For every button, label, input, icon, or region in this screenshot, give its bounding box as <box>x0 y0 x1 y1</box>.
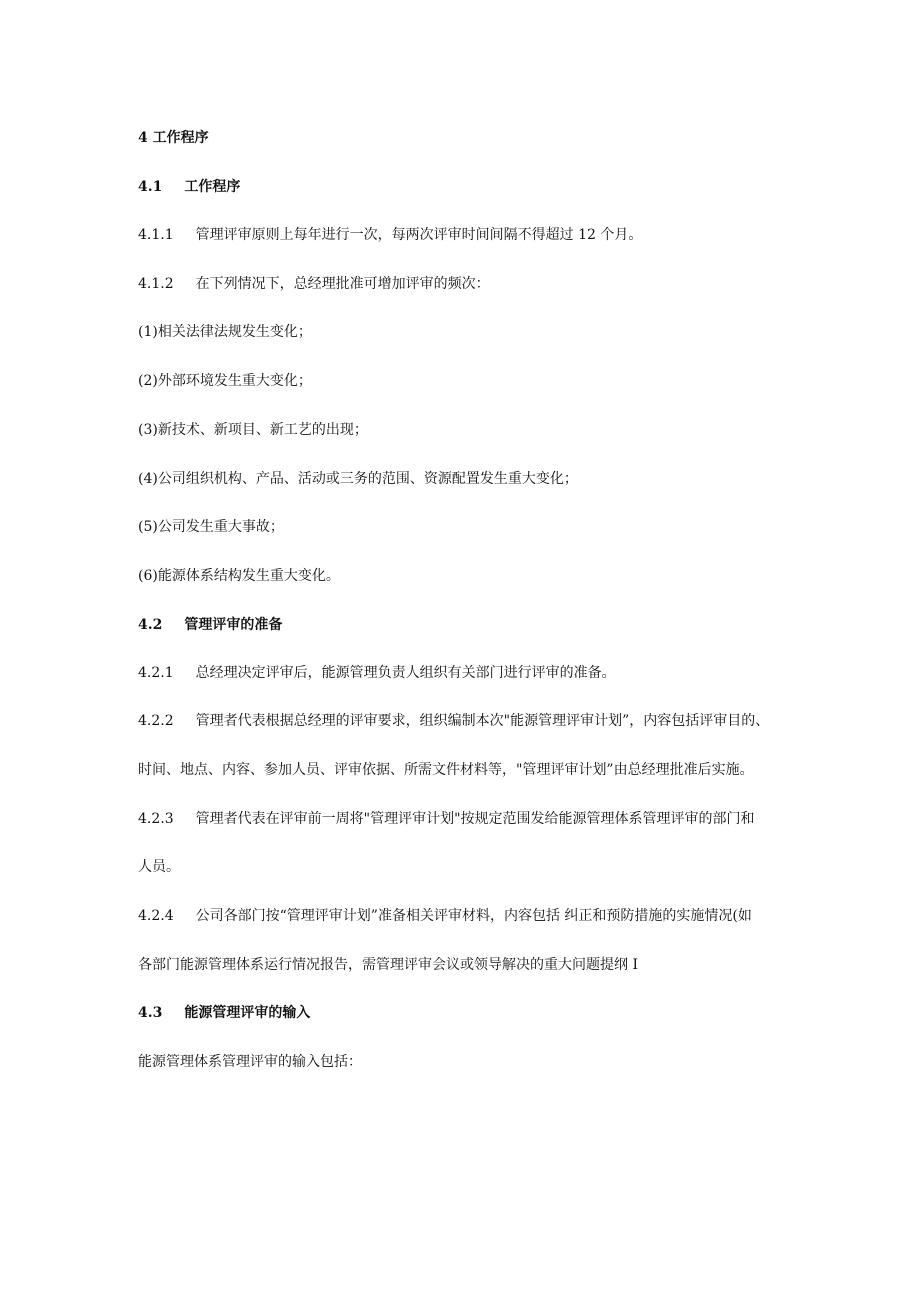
section-4-3-heading <box>138 1003 310 1023</box>
clause-4-1-1-number: 4.1.1 <box>138 227 174 243</box>
condition-item: (3)新技术、新项目、新工艺的出现； <box>138 422 368 438</box>
clause-4-2-2-line1 <box>138 711 769 731</box>
clause-4-1-2-text: 在下列情况下，总经理批准可增加评审的频次： <box>195 276 490 292</box>
clause-4-2-4-number: 4.2.4 <box>138 908 174 924</box>
section-4-3-number: 4.3 <box>138 1005 163 1021</box>
clause-4-2-2-text-line1: 管理者代表根据总经理的评审要求，组织编制本次"能源管理评审计划”，内容包括评审目的、 <box>195 713 770 729</box>
section-4-2-number: 4.2 <box>138 617 163 633</box>
clause-4-2-3-number: 4.2.3 <box>138 811 174 827</box>
section-4-1-title: 工作程序 <box>184 179 241 195</box>
condition-item: (6)能源体系结构发生重大变化。 <box>138 568 340 584</box>
clause-4-2-3-line2: 人员。 <box>138 859 180 875</box>
clause-4-1-1 <box>138 225 642 245</box>
condition-item: (4)公司组织机构、产品、活动或三务的范围、资源配置发生重大变化； <box>138 471 578 487</box>
condition-item: (2)外部环境发生重大变化； <box>138 373 312 389</box>
clause-4-2-1-text: 总经理决定评审后，能源管理负责人组织有关部门进行评审的准备。 <box>195 665 616 681</box>
section-4-heading <box>138 128 209 148</box>
section-4-3-intro: 能源管理体系管理评审的输入包括： <box>138 1054 362 1070</box>
condition-item: (1)相关法律法规发生变化； <box>138 324 312 340</box>
section-4-3-title: 能源管理评审的输入 <box>184 1005 311 1021</box>
clause-4-2-4-line1 <box>138 906 752 926</box>
clause-4-1-1-text: 管理评审原则上每年进行一次，每两次评审时间间隔不得超过 12 个月。 <box>195 227 643 243</box>
clause-4-2-1 <box>138 663 616 683</box>
clause-4-2-4-line2: 各部门能源管理体系运行情况报告，需管理评审会议或领导解决的重大问题提纲 I <box>138 957 638 973</box>
section-4-2-title: 管理评审的准备 <box>184 617 283 633</box>
clause-4-2-2-line2: 时间、地点、内容、参加人员、评审依据、所需文件材料等，"管理评审计划”由总经理批准后实施。 <box>138 762 754 778</box>
section-4-title: 4 工作程序 <box>138 130 209 146</box>
clause-4-1-2 <box>138 274 490 294</box>
section-4-2-heading <box>138 615 282 635</box>
clause-4-2-2-number: 4.2.2 <box>138 713 174 729</box>
clause-4-1-2-number: 4.1.2 <box>138 276 174 292</box>
condition-item: (5)公司发生重大事故； <box>138 519 284 535</box>
section-4-1-heading <box>138 177 240 197</box>
section-4-1-number: 4.1 <box>138 179 163 195</box>
clause-4-2-1-number: 4.2.1 <box>138 665 174 681</box>
clause-4-2-4-text-line1: 公司各部门按“管理评审计划”准备相关评审材料，内容包括 纠正和预防措施的实施情况(如 <box>195 908 752 924</box>
clause-4-2-3-text-line1: 管理者代表在评审前一周将"管理评审计划"按规定范围发给能源管理体系管理评审的部门和 <box>195 811 755 827</box>
clause-4-2-3-line1 <box>138 809 755 829</box>
